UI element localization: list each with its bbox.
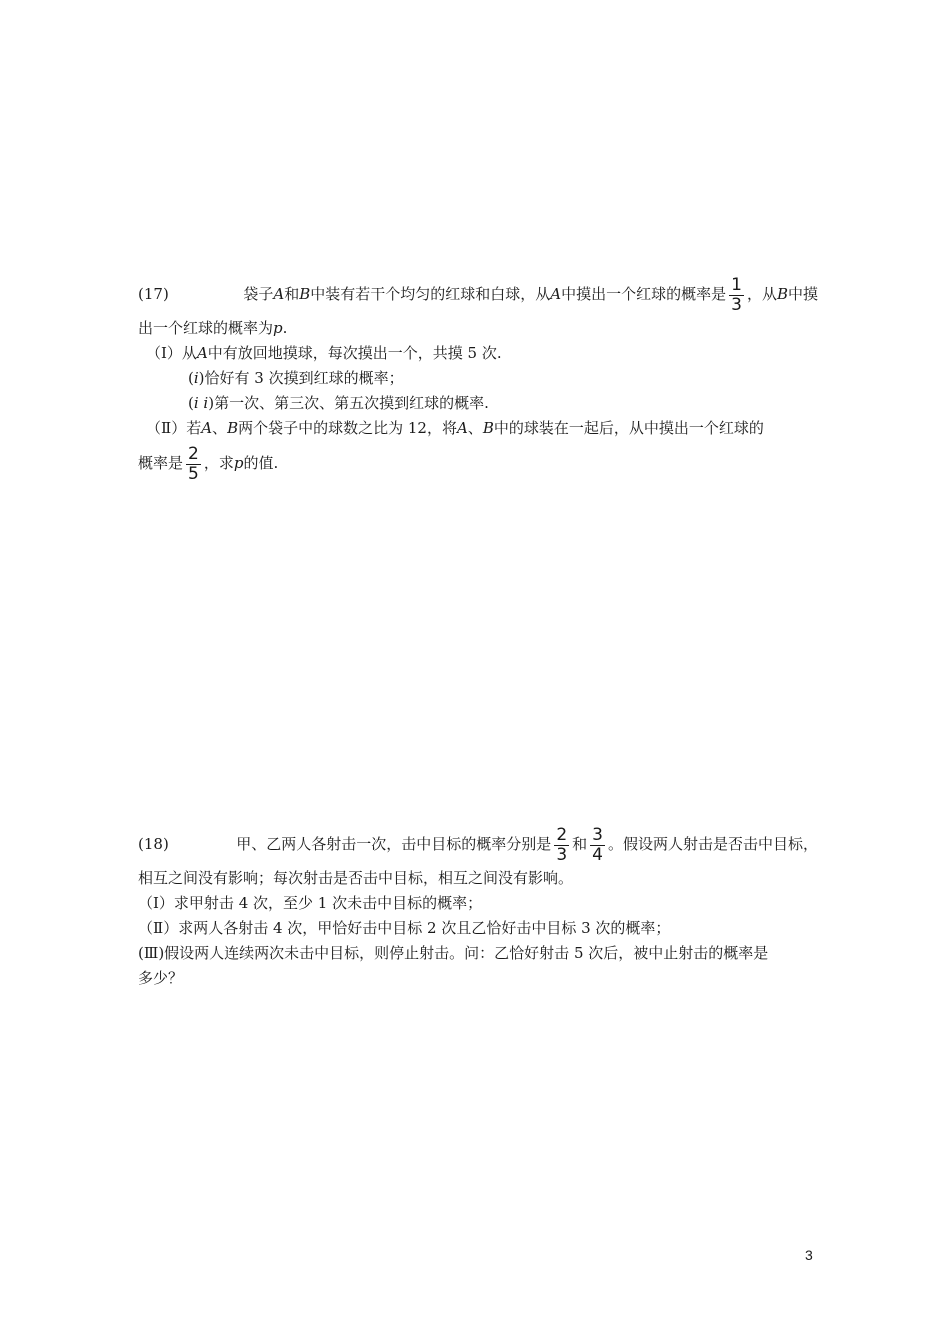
p17-part-2: （Ⅱ）若A、B两个袋子中的球数之比为 12，将A、B中的球装在一起后，从中摸出一个红球的 [146, 419, 764, 437]
problem-17 [138, 272, 818, 485]
fraction-one-third: $\frac{1}{3}$ [731, 274, 742, 315]
p17-line-2: 出一个红球的概率为p. [138, 319, 288, 337]
p18-line-2: 相互之间没有影响；每次射击是否击中目标，相互之间没有影响。 [138, 869, 574, 887]
fraction-two-thirds: $\frac{2}{3}$ [556, 824, 568, 865]
p18-part-3-cont: 多少？ [138, 969, 184, 987]
fraction-two-fifths: $\frac{2}{5}$ [188, 443, 199, 484]
p17-part-1-ii: (i i)第一次、第三次、第五次摸到红球的概率. [188, 394, 489, 412]
p17-part-1: （Ⅰ）从A中有放回地摸球，每次摸出一个，共摸 5 次. [146, 344, 502, 362]
p17-part-2-cont: 概率是 $\frac{2}{5}$ ，求p的值. [138, 443, 279, 484]
p17-l1-text: 袋子A和B中装有若干个均匀的红球和白球，从A中摸出一个红球的概率是 $\frac{1}{3}$ ，从B中摸 [243, 274, 818, 315]
page-number: 3 [805, 1247, 813, 1263]
p17-number: (17) [138, 285, 169, 303]
fraction-three-quarters: $\frac{3}{4}$ [592, 824, 603, 865]
p17-line-1 [138, 272, 818, 316]
p18-part-1: （Ⅰ）求甲射击 4 次，至少 1 次未击中目标的概率； [138, 894, 483, 912]
p18-part-2: （Ⅱ）求两人各射击 4 次，甲恰好击中目标 2 次且乙恰好击中目标 3 次的概率； [138, 919, 671, 937]
problem-18 [138, 822, 818, 991]
p17-part-1-i: (i)恰好有 3 次摸到红球的概率； [188, 369, 404, 387]
p18-part-3: (Ⅲ)假设两人连续两次未击中目标，则停止射击。问：乙恰好射击 5 次后，被中止射击的概率是 [138, 944, 769, 962]
p18-l1-text: 甲、乙两人各射击一次，击中目标的概率分别是 $\frac{2}{3}$ 和 $\frac{3}{4}$ 。假设两人射击是否击中目标， [236, 824, 818, 865]
p18-line-1 [138, 822, 818, 866]
p18-number: (18) [138, 835, 169, 853]
